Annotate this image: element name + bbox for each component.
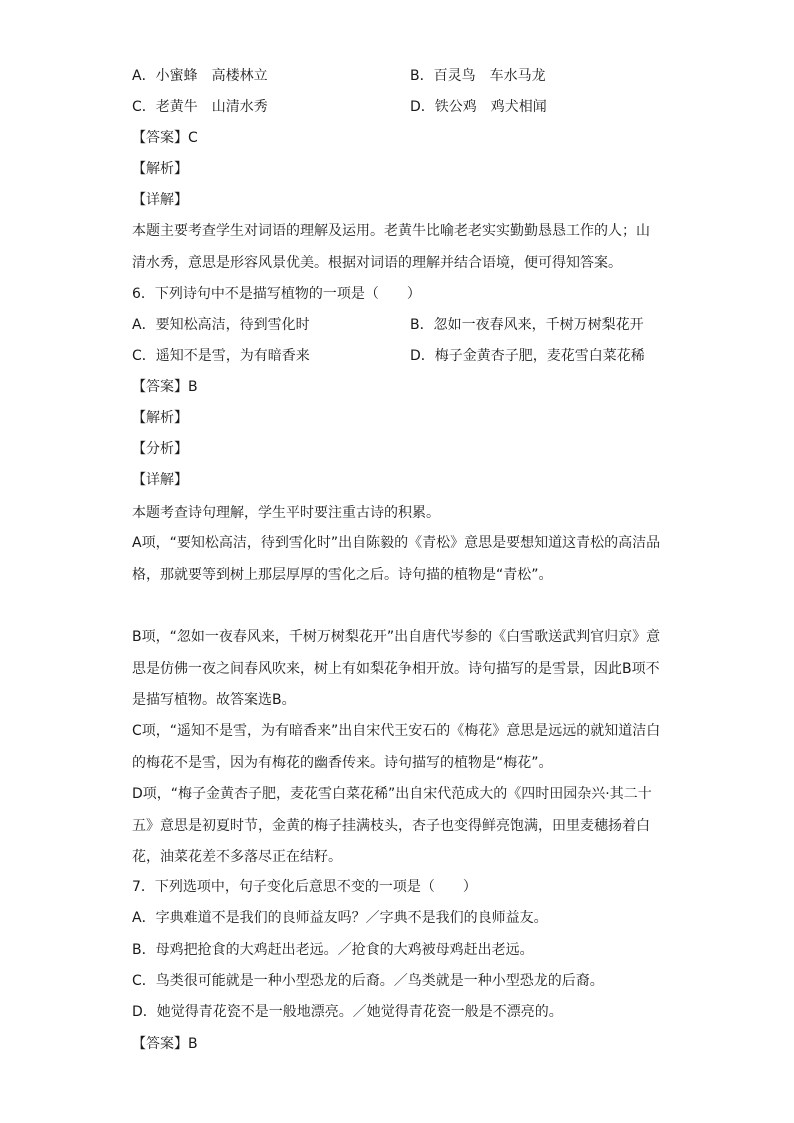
q5-option-d: D．铁公鸡 鸡犬相闻 xyxy=(410,99,547,115)
q6-fenxi-heading: 【分析】 xyxy=(132,441,188,457)
q6-option-d: D．梅子金黄杏子肥，麦花雪白菜花稀 xyxy=(410,348,645,364)
q6-answer: 【答案】B xyxy=(132,379,198,395)
q5-analysis-heading: 【解析】 xyxy=(132,161,188,177)
q6-item-d: D项，“梅子金黄杏子肥，麦花雪白菜花稀”出自宋代范成大的《四时田园杂兴·其二十五》意思是初夏时节，金黄的梅子挂满枝头，杏子也变得鲜亮饱满，田里麦穗扬着白花，油菜花差不多落尽正在结籽。 xyxy=(132,786,652,865)
q6-option-a: A．要知松高洁，待到雪化时 xyxy=(132,317,310,333)
q6-item-c: C项，“遥知不是雪，为有暗香来”出自宋代王安石的《梅花》意思是远远的就知道洁白的梅花不是雪，因为有梅花的幽香传来。诗句描写的植物是“梅花”。 xyxy=(132,723,661,771)
q7-option-a: A．字典难道不是我们的良师益友吗？／字典不是我们的良师益友。 xyxy=(132,910,548,926)
q5-answer: 【答案】C xyxy=(132,130,198,146)
q6-analysis-heading: 【解析】 xyxy=(132,410,188,426)
q5-option-a: A．小蜜蜂 高楼林立 xyxy=(132,68,268,84)
q5-explanation: 本题主要考查学生对词语的理解及运用。老黄牛比喻老老实实勤勤恳恳工作的人；山清水秀，意思是形容风景优美。根据对词语的理解并结合语境，便可得知答案。 xyxy=(132,223,650,271)
q6-intro: 本题考查诗句理解，学生平时要注重古诗的积累。 xyxy=(132,505,440,521)
q5-option-b: B．百灵鸟 车水马龙 xyxy=(410,68,546,84)
q6-option-c: C．遥知不是雪，为有暗香来 xyxy=(132,348,310,364)
q7-option-c: C．鸟类很可能就是一种小型恐龙的后裔。／鸟类就是一种小型恐龙的后裔。 xyxy=(132,973,604,989)
q7-stem: 7．下列选项中，句子变化后意思不变的一项是（ ） xyxy=(132,879,477,895)
q6-detail-heading: 【详解】 xyxy=(132,472,188,488)
q7-option-b: B．母鸡把抢食的大鸡赶出老远。／抢食的大鸡被母鸡赶出老远。 xyxy=(132,942,534,958)
q7-answer: 【答案】B xyxy=(132,1036,198,1052)
q6-stem: 6．下列诗句中不是描写植物的一项是（ ） xyxy=(132,286,421,302)
q6-item-b: B项，“忽如一夜春风来，千树万树梨花开”出自唐代岑参的《白雪歌送武判官归京》意思是仿佛一夜之间春风吹来，树上有如梨花争相开放。诗句描写的是雪景，因此B项不是描写植物。故答案选B。 xyxy=(132,629,661,708)
q6-option-b: B．忽如一夜春风来，千树万树梨花开 xyxy=(410,317,644,333)
q5-detail-heading: 【详解】 xyxy=(132,192,188,208)
q5-option-c: C．老黄牛 山清水秀 xyxy=(132,99,268,115)
q7-option-d: D．她觉得青花瓷不是一般地漂亮。／她觉得青花瓷一般是不漂亮的。 xyxy=(132,1004,563,1020)
q6-item-a: A项，“要知松高洁，待到雪化时”出自陈毅的《青松》意思是要想知道这青松的高洁品格，那就要等到树上那层厚厚的雪化之后。诗句描的植物是“青松”。 xyxy=(132,535,661,583)
